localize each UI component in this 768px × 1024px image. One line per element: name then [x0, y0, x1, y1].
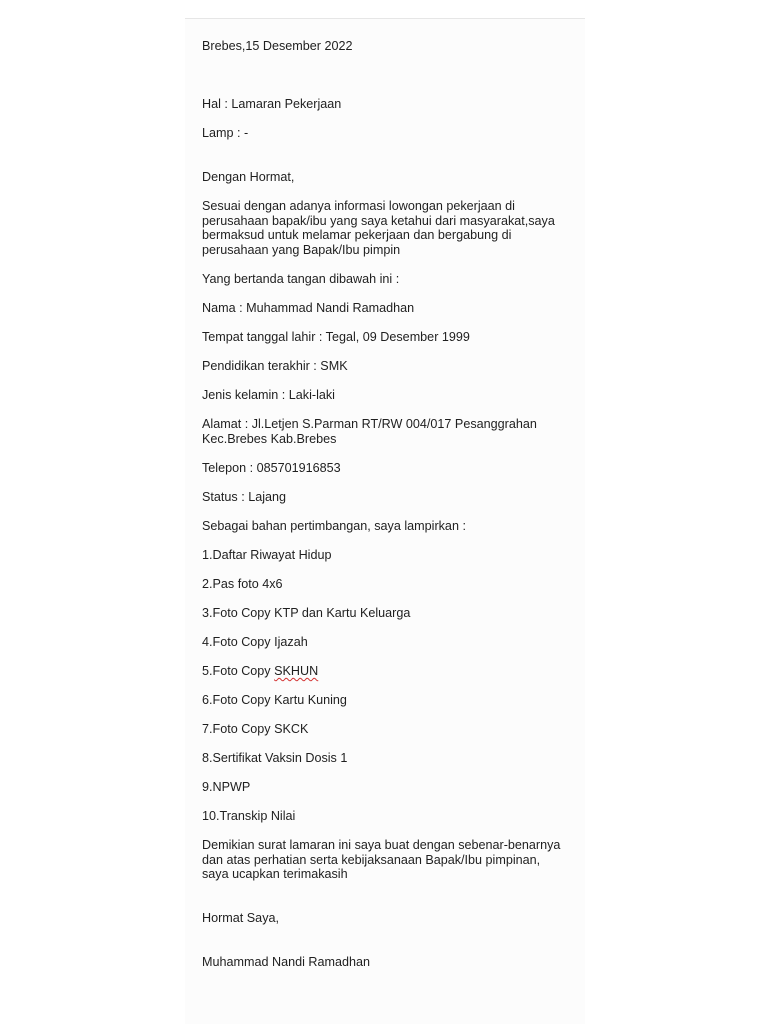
attachments-intro: Sebagai bahan pertimbangan, saya lampirkan : — [202, 519, 466, 533]
intro-paragraph — [202, 199, 582, 257]
page-margin-right — [585, 0, 768, 1024]
identity-status: Status : Lajang — [202, 490, 287, 504]
spellcheck-flagged-word: SKHUN — [274, 664, 319, 678]
attachment-item: 3.Foto Copy KTP dan Kartu Keluarga — [202, 606, 411, 620]
intro-line: Sesuai dengan adanya informasi lowongan pekerjaan di — [202, 199, 515, 213]
attachment-item: 10.Transkip Nilai — [202, 809, 296, 823]
attachment-item: 7.Foto Copy SKCK — [202, 722, 309, 736]
closing-line: dan atas perhatian serta kebijaksanaan Bapak/Ibu pimpinan, — [202, 852, 541, 867]
attachment-item: 6.Foto Copy Kartu Kuning — [202, 693, 347, 707]
attachment-item: 1.Daftar Riwayat Hidup — [202, 548, 332, 562]
address-line: Kec.Brebes Kab.Brebes — [202, 431, 337, 446]
identity-birth: Tempat tanggal lahir : Tegal, 09 Desember 1999 — [202, 330, 470, 344]
identity-phone: Telepon : 085701916853 — [202, 461, 341, 475]
attachment-item — [202, 664, 318, 679]
letter-subject: Hal : Lamaran Pekerjaan — [202, 97, 342, 111]
attachment-item: 4.Foto Copy Ijazah — [202, 635, 308, 649]
page-margin-left — [0, 0, 185, 1024]
attachment-item: 8.Sertifikat Vaksin Dosis 1 — [202, 751, 348, 765]
identity-name: Nama : Muhammad Nandi Ramadhan — [202, 301, 415, 315]
letter-attachment-note: Lamp : - — [202, 126, 249, 140]
identity-education: Pendidikan terakhir : SMK — [202, 359, 348, 373]
signer-intro: Yang bertanda tangan dibawah ini : — [202, 272, 400, 286]
sign-off: Hormat Saya, — [202, 911, 279, 925]
intro-line: bermaksud untuk melamar pekerjaan dan bergabung di — [202, 228, 512, 242]
attachment-item-prefix: 5.Foto Copy — [202, 664, 275, 678]
attachment-item: 2.Pas foto 4x6 — [202, 577, 283, 591]
greeting: Dengan Hormat, — [202, 170, 295, 184]
closing-line: saya ucapkan terimakasih — [202, 867, 348, 881]
attachment-item: 9.NPWP — [202, 780, 251, 794]
closing-line: Demikian surat lamaran ini saya buat dengan sebenar-benarnya — [202, 838, 561, 852]
address-line: Alamat : Jl.Letjen S.Parman RT/RW 004/017 Pesanggrahan — [202, 417, 537, 431]
intro-line: perusahaan bapak/ibu yang saya ketahui dari masyarakat,saya — [202, 213, 555, 228]
identity-address — [202, 417, 582, 446]
closing-paragraph — [202, 838, 582, 882]
signature-name: Muhammad Nandi Ramadhan — [202, 955, 371, 969]
place-date: Brebes,15 Desember 2022 — [202, 39, 353, 53]
identity-gender: Jenis kelamin : Laki-laki — [202, 388, 335, 402]
intro-line: perusahaan yang Bapak/Ibu pimpin — [202, 242, 401, 257]
